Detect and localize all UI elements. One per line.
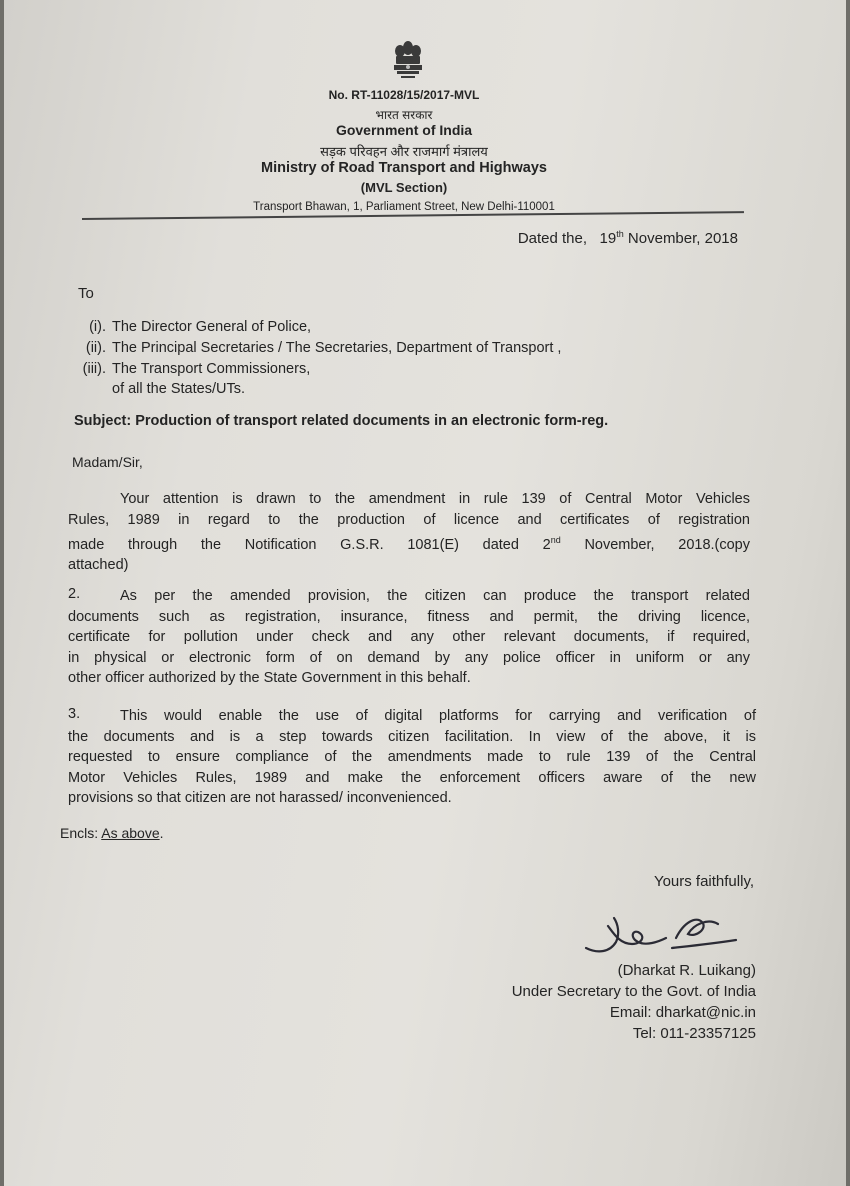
signatory-designation: Under Secretary to the Govt. of India bbox=[511, 983, 756, 1000]
recipient-number: (iii). bbox=[82, 361, 106, 377]
date-rest: November, 2018 bbox=[627, 230, 738, 247]
reference-number: No. RT-11028/15/2017-MVL bbox=[328, 88, 480, 102]
ordinal-suffix: nd bbox=[550, 535, 561, 545]
enclosures-label: Encls: bbox=[60, 825, 99, 841]
closing-line: Yours faithfully, bbox=[653, 873, 754, 890]
date-day: 19 bbox=[599, 230, 617, 247]
paragraph-line: requested to ensure compliance of the amendments made to rule 139 of the Central bbox=[68, 749, 756, 765]
recipient-text: of all the States/UTs. bbox=[112, 381, 245, 397]
paragraph-2-number: 2. bbox=[68, 586, 81, 602]
paragraph-line: Motor Vehicles Rules, 1989 and make the enforcement officers aware of the new bbox=[68, 769, 756, 786]
paragraph-line: in physical or electronic form of on demand by any police officer in uniform or any bbox=[68, 649, 750, 666]
salutation: Madam/Sir, bbox=[72, 454, 143, 470]
date-prefix: Dated the, bbox=[517, 230, 588, 247]
paragraph-line-part: made through the Notification G.S.R. 1081(E) dated 2 bbox=[68, 536, 551, 553]
recipient-number: (ii). bbox=[85, 340, 106, 356]
paragraph-line: documents such as registration, insurance, fitness and permit, the driving licence, bbox=[68, 608, 750, 625]
paragraph-line: Rules, 1989 in regard to the production of licence and certificates of registration bbox=[68, 511, 750, 528]
section-title: (MVL Section) bbox=[360, 180, 448, 195]
government-title: Government of India bbox=[335, 122, 473, 138]
enclosures bbox=[60, 825, 164, 841]
address-line: Transport Bhawan, 1, Parliament Street, New Delhi-110001 bbox=[253, 201, 555, 213]
national-emblem-icon bbox=[388, 36, 428, 86]
paragraph-line: As per the amended provision, the citizen can produce the transport related bbox=[120, 588, 750, 604]
enclosures-end: . bbox=[159, 825, 164, 841]
paragraph-1 bbox=[68, 489, 750, 576]
handwritten-signature bbox=[580, 904, 740, 960]
paragraph-3-number: 3. bbox=[68, 706, 81, 722]
paragraph-line: other officer authorized by the State Government in this behalf. bbox=[68, 670, 471, 686]
paragraph-line: This would enable the use of digital platforms for carrying and verification of bbox=[120, 708, 756, 724]
ministry-title: Ministry of Road Transport and Highways bbox=[260, 160, 547, 176]
paragraph-2 bbox=[68, 586, 750, 689]
signatory-block bbox=[512, 960, 756, 1044]
recipient-text: The Principal Secretaries / The Secretaries, Department of Transport , bbox=[112, 340, 562, 356]
to-label: To bbox=[78, 285, 94, 302]
date-day-suffix: th bbox=[616, 229, 624, 239]
hindi-government-title: भारत सरकार bbox=[375, 108, 433, 122]
recipient-item bbox=[60, 317, 311, 337]
paragraph-line: provisions so that citizen are not harassed/ inconvenienced. bbox=[68, 790, 452, 806]
recipient-item bbox=[60, 359, 310, 379]
paragraph-line: the documents and is a step towards citizen facilitation. In view of the above, it is bbox=[68, 728, 756, 745]
signatory-email: Email: dharkat@nic.in bbox=[609, 1004, 756, 1021]
enclosures-value: As above bbox=[101, 825, 160, 841]
signatory-name: (Dharkat R. Luikang) bbox=[617, 962, 756, 979]
recipient-number: (i). bbox=[89, 319, 106, 335]
letter-page bbox=[4, 0, 846, 1186]
paragraph-line bbox=[68, 530, 750, 555]
recipient-item bbox=[60, 379, 245, 399]
paragraph-3 bbox=[68, 706, 756, 809]
recipient-text: The Transport Commissioners, bbox=[112, 361, 311, 377]
recipient-text: The Director General of Police, bbox=[112, 319, 312, 335]
signatory-phone: Tel: 011-23357125 bbox=[632, 1025, 756, 1042]
paragraph-line: Your attention is drawn to the amendment in rule 139 of Central Motor Vehicles bbox=[120, 491, 750, 507]
subject-line: Subject: Production of transport related documents in an electronic form-reg. bbox=[74, 413, 609, 429]
paragraph-line: certificate for pollution under check and any other relevant documents, if required, bbox=[68, 629, 750, 645]
paragraph-line: attached) bbox=[68, 557, 129, 574]
recipient-item bbox=[60, 338, 561, 358]
hindi-ministry-title: सड़क परिवहन और राजमार्ग मंत्रालय bbox=[320, 144, 488, 159]
letter-date bbox=[518, 229, 738, 247]
paragraph-line-part: November, 2018.(copy bbox=[560, 536, 750, 553]
